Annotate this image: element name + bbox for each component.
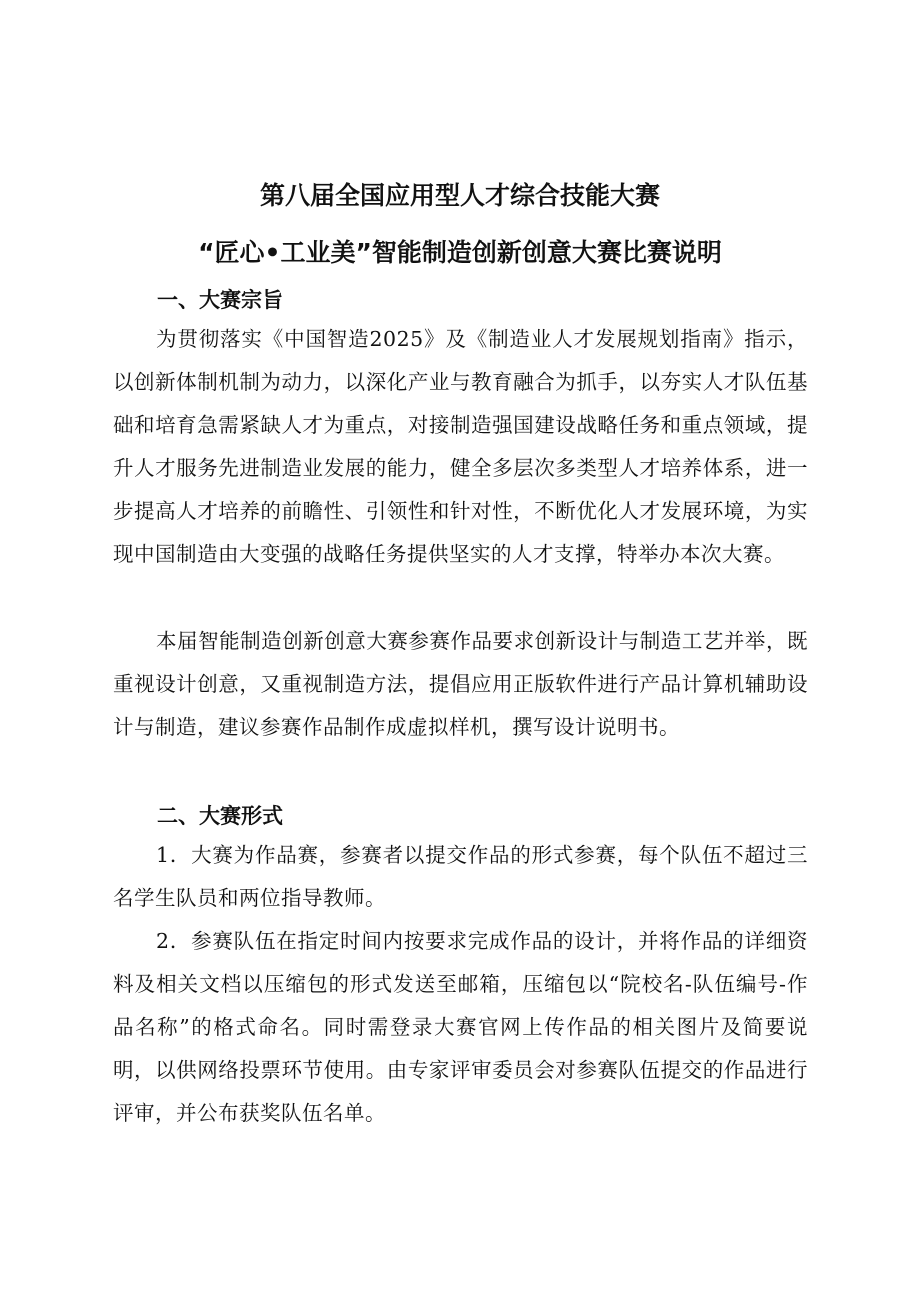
paragraph: 本届智能制造创新创意大赛参赛作品要求创新设计与制造工艺并举，既重视设计创意，又重视制造方法，提倡应用正版软件进行产品计算机辅助设计与制造，建议参赛作品制作成虚拟样机，撰写设计说明书。	[113, 629, 808, 739]
section-heading: 二、大赛形式	[157, 804, 283, 828]
paragraph: 为贯彻落实《中国智造2025》及《制造业人才发展规划指南》指示，以创新体制机制为动力，以深化产业与教育融合为抓手，以夯实人才队伍基础和培育急需紧缺人才为重点，对接制造强国建设战略任务和重点领域，提升人才服务先进制造业发展的能力，健全多层次多类型人才培养体系，进一步提高人才培养的前瞻性、引领性和针对性，不断优化人才发展环境，为实现中国制造由大变强的战略任务提供坚实的人才支撑，特举办本次大赛。	[113, 327, 808, 566]
document-subtitle: “匠心•工业美”智能制造创新创意大赛比赛说明	[198, 238, 722, 267]
section-heading: 一、大赛宗旨	[157, 288, 283, 312]
paragraph: 1．大赛为作品赛，参赛者以提交作品的形式参赛，每个队伍不超过三名学生队员和两位指导教师。	[113, 843, 808, 910]
paragraph: 2．参赛队伍在指定时间内按要求完成作品的设计，并将作品的详细资料及相关文档以压缩包的形式发送至邮箱，压缩包以“院校名-队伍编号-作品名称”的格式命名。同时需登录大赛官网上传作品的相关图片及简要说明，以供网络投票环节使用。由专家评审委员会对参赛队伍提交的作品进行评审，并公布获奖队伍名单。	[113, 929, 808, 1125]
document-title: 第八届全国应用型人才综合技能大赛	[259, 181, 660, 210]
